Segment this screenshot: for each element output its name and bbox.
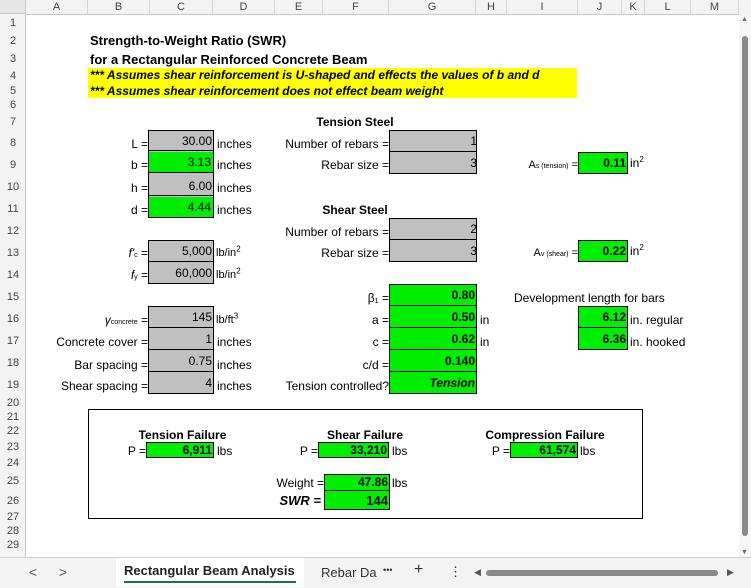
more-tabs-icon[interactable]: •••: [383, 565, 393, 575]
value-as: 0.11: [603, 156, 626, 170]
label-l: L =: [131, 137, 148, 151]
value-a: 0.50: [389, 307, 477, 328]
scroll-down-icon[interactable]: ▼: [741, 549, 748, 556]
row-header[interactable]: 23: [6, 441, 20, 453]
unit-as-sup: 2: [639, 155, 644, 164]
gamma-sub: concrete: [110, 319, 138, 326]
row-header-bar: [0, 14, 26, 558]
row-header[interactable]: 26: [6, 495, 20, 507]
value-compression-failure: 61,574: [539, 443, 576, 457]
vertical-scrollbar[interactable]: [739, 14, 751, 558]
input-gamma[interactable]: 145: [148, 307, 214, 328]
row-header[interactable]: 6: [9, 99, 17, 111]
shear-num-label: Number of rebars =: [285, 225, 389, 239]
unit-cover: inches: [217, 335, 252, 349]
label-av: [505, 246, 578, 262]
scroll-left-icon[interactable]: ◀: [474, 567, 481, 577]
row-header[interactable]: 27: [6, 511, 20, 523]
tab-rebar-data[interactable]: Rebar Da: [321, 565, 377, 580]
unit-bar-spacing: inches: [217, 358, 252, 372]
unit-av: [630, 244, 644, 258]
row-header[interactable]: 29: [6, 539, 20, 551]
label-fc: [90, 246, 148, 263]
shear-p-label: P =: [299, 444, 318, 458]
label-h: h =: [130, 181, 148, 195]
row-header[interactable]: 14: [6, 269, 20, 281]
unit-gamma-main: lb/ft: [216, 314, 234, 326]
title-line-1: Strength-to-Weight Ratio (SWR): [90, 33, 287, 48]
value-tension-failure: 6,911: [182, 443, 212, 457]
as-sub: s (tension): [535, 163, 569, 170]
row-header[interactable]: 17: [6, 335, 20, 347]
value-beta: 0.80: [389, 285, 477, 306]
unit-av-main: in: [630, 244, 640, 258]
unit-shear-spacing: inches: [217, 379, 252, 393]
col-header-f[interactable]: F: [323, 0, 389, 14]
row-header[interactable]: 3: [9, 53, 17, 65]
input-bar-spacing[interactable]: 0.75: [148, 351, 214, 372]
unit-fc: [216, 246, 241, 260]
label-b: b =: [130, 158, 148, 172]
label-fy: [90, 268, 148, 285]
unit-gamma-sup: 3: [233, 311, 239, 321]
row-header[interactable]: 13: [6, 247, 20, 259]
row-header[interactable]: 4: [9, 70, 17, 82]
row-header[interactable]: 1: [9, 17, 17, 29]
col-header-m[interactable]: M: [691, 0, 739, 14]
tension-p-label: P =: [127, 444, 146, 458]
add-sheet-icon[interactable]: +: [414, 561, 424, 578]
scroll-up-icon[interactable]: ▲: [741, 16, 748, 23]
unit-b: inches: [217, 158, 252, 172]
unit-c: in: [480, 335, 490, 349]
swr-label: SWR =: [279, 493, 321, 508]
av-main: A: [533, 247, 541, 259]
shear-size-label: Rebar size =: [321, 246, 389, 260]
compression-failure-unit: lbs: [580, 444, 596, 458]
row-header[interactable]: 15: [6, 291, 20, 303]
tension-num-label: Number of rebars =: [285, 137, 389, 151]
fy-eq: =: [137, 268, 148, 282]
value-swr: 144: [366, 493, 388, 508]
col-header-c[interactable]: C: [150, 0, 213, 14]
label-d: d =: [130, 203, 148, 217]
input-tension-rebar-size[interactable]: 3: [470, 156, 477, 170]
value-cd: 0.140: [389, 351, 477, 372]
row-header[interactable]: 11: [7, 203, 19, 215]
tab-menu-icon[interactable]: ⋮: [449, 564, 462, 579]
label-beta: β₁ =: [367, 291, 389, 305]
row-header[interactable]: 5: [9, 85, 17, 97]
unit-fy-sup: 2: [236, 266, 241, 276]
tension-failure-header: Tension Failure: [138, 428, 227, 442]
row-header[interactable]: 24: [6, 457, 20, 469]
col-header-b[interactable]: B: [88, 0, 150, 14]
label-shear-spacing: Shear spacing =: [60, 379, 148, 393]
col-header-a[interactable]: A: [26, 0, 88, 14]
value-dev-regular: 6.12: [578, 307, 628, 328]
gamma-main: γ: [104, 313, 111, 327]
unit-fy-main: lb/in: [216, 269, 237, 281]
active-tab-underline: [124, 581, 296, 583]
sheet-tab-bar: [0, 557, 751, 588]
compression-p-label: P =: [491, 444, 510, 458]
unit-fy: [216, 268, 241, 282]
value-c: 0.62: [389, 329, 477, 350]
input-l[interactable]: 30.00: [148, 131, 214, 151]
shear-steel-header: Shear Steel: [322, 203, 388, 217]
row-header[interactable]: 19: [6, 379, 20, 391]
fy-sub: y: [134, 274, 138, 281]
label-cover: Concrete cover =: [56, 335, 148, 349]
row-header[interactable]: 10: [6, 181, 20, 193]
input-fy[interactable]: 60,000: [175, 266, 212, 280]
input-shear-spacing[interactable]: 4: [205, 376, 212, 390]
av-sub: v (shear): [540, 251, 569, 258]
unit-dev-regular: in. regular: [630, 313, 684, 327]
row-header[interactable]: 9: [9, 159, 17, 171]
development-header: Development length for bars: [514, 291, 665, 305]
col-header-k[interactable]: K: [622, 0, 645, 14]
fc-eq: =: [137, 246, 148, 260]
unit-dev-hooked: in. hooked: [630, 335, 686, 349]
tension-size-label: Rebar size =: [321, 158, 389, 172]
vertical-scroll-thumb[interactable]: [742, 36, 748, 536]
col-header-l[interactable]: L: [645, 0, 691, 14]
unit-av-sup: 2: [639, 243, 644, 252]
as-eq: =: [568, 159, 578, 171]
input-fc[interactable]: 5,000: [148, 241, 214, 262]
unit-as: [630, 156, 644, 170]
input-cover[interactable]: 1: [148, 329, 214, 350]
label-bar-spacing: Bar spacing =: [74, 358, 148, 372]
unit-d: inches: [217, 203, 252, 217]
unit-h: inches: [217, 181, 252, 195]
compression-failure-header: Compression Failure: [485, 428, 605, 442]
row-header[interactable]: 25: [6, 475, 20, 487]
input-b[interactable]: 3.13: [149, 152, 213, 173]
value-av: 0.22: [602, 244, 626, 258]
unit-gamma: [216, 313, 238, 327]
value-tension-controlled: Tension: [429, 376, 475, 390]
tab-active-label: Rectangular Beam Analysis: [124, 563, 295, 578]
input-shear-rebar-size[interactable]: 3: [470, 244, 477, 258]
unit-a: in: [480, 313, 490, 327]
input-d[interactable]: 4.44: [149, 197, 213, 217]
fc-main: f': [128, 246, 135, 260]
col-header-d[interactable]: D: [213, 0, 275, 14]
label-a: a =: [371, 313, 389, 327]
col-header-g[interactable]: G: [389, 0, 476, 14]
prev-sheet-icon[interactable]: <: [28, 564, 38, 580]
horizontal-scroll-thumb[interactable]: [486, 570, 718, 576]
fc-sub: c: [134, 252, 138, 259]
value-shear-failure: 33,210: [350, 443, 387, 457]
tab-rectangular-beam-analysis[interactable]: [116, 558, 304, 587]
input-h[interactable]: 6.00: [148, 174, 214, 196]
value-dev-hooked: 6.36: [602, 332, 626, 346]
scroll-right-icon[interactable]: ▶: [727, 567, 734, 577]
select-all-corner[interactable]: [0, 0, 26, 14]
label-c: c =: [372, 335, 389, 349]
row-header[interactable]: 18: [6, 357, 20, 369]
fy-main: f: [130, 268, 135, 282]
shear-failure-unit: lbs: [392, 444, 408, 458]
tension-steel-header: Tension Steel: [316, 115, 394, 129]
row-header[interactable]: 20: [6, 397, 20, 409]
col-header-i[interactable]: I: [507, 0, 578, 14]
unit-fc-sup: 2: [236, 244, 241, 254]
unit-l: inches: [217, 137, 252, 151]
col-header-j[interactable]: J: [578, 0, 622, 14]
label-cd: c/d =: [362, 358, 389, 372]
row-header[interactable]: 21: [6, 411, 20, 423]
next-sheet-icon[interactable]: >: [58, 564, 68, 580]
av-eq: =: [568, 247, 578, 259]
weight-unit: lbs: [392, 476, 408, 490]
gamma-eq: =: [137, 313, 148, 327]
row-header[interactable]: 8: [9, 137, 17, 149]
as-main: A: [528, 159, 536, 171]
note-2: *** Assumes shear reinforcement does not effect beam weight: [90, 84, 444, 98]
label-tension-controlled: Tension controlled?: [285, 379, 389, 393]
unit-as-main: in: [630, 156, 640, 170]
input-tension-num-rebars[interactable]: 1: [389, 131, 477, 152]
row-header[interactable]: 28: [6, 525, 20, 537]
tension-failure-unit: lbs: [217, 444, 233, 458]
shear-failure-header: Shear Failure: [326, 428, 404, 442]
row-header[interactable]: 12: [6, 225, 20, 237]
input-shear-num-rebars[interactable]: 2: [389, 219, 477, 240]
row-header[interactable]: 2: [9, 35, 17, 47]
label-gamma: [60, 313, 148, 330]
title-line-2: for a Rectangular Reinforced Concrete Beam: [90, 52, 368, 67]
column-header-bar: [0, 0, 751, 15]
row-header[interactable]: 16: [6, 313, 20, 325]
col-header-h[interactable]: H: [476, 0, 507, 14]
value-weight: 47.86: [324, 474, 390, 491]
col-header-e[interactable]: E: [275, 0, 323, 14]
unit-fc-main: lb/in: [216, 247, 237, 259]
weight-label: Weight =: [276, 476, 324, 490]
row-header[interactable]: 22: [6, 425, 20, 437]
label-as: [505, 158, 578, 174]
row-header[interactable]: 7: [9, 116, 17, 128]
note-1: *** Assumes shear reinforcement is U-shaped and effects the values of b and d: [90, 68, 540, 82]
